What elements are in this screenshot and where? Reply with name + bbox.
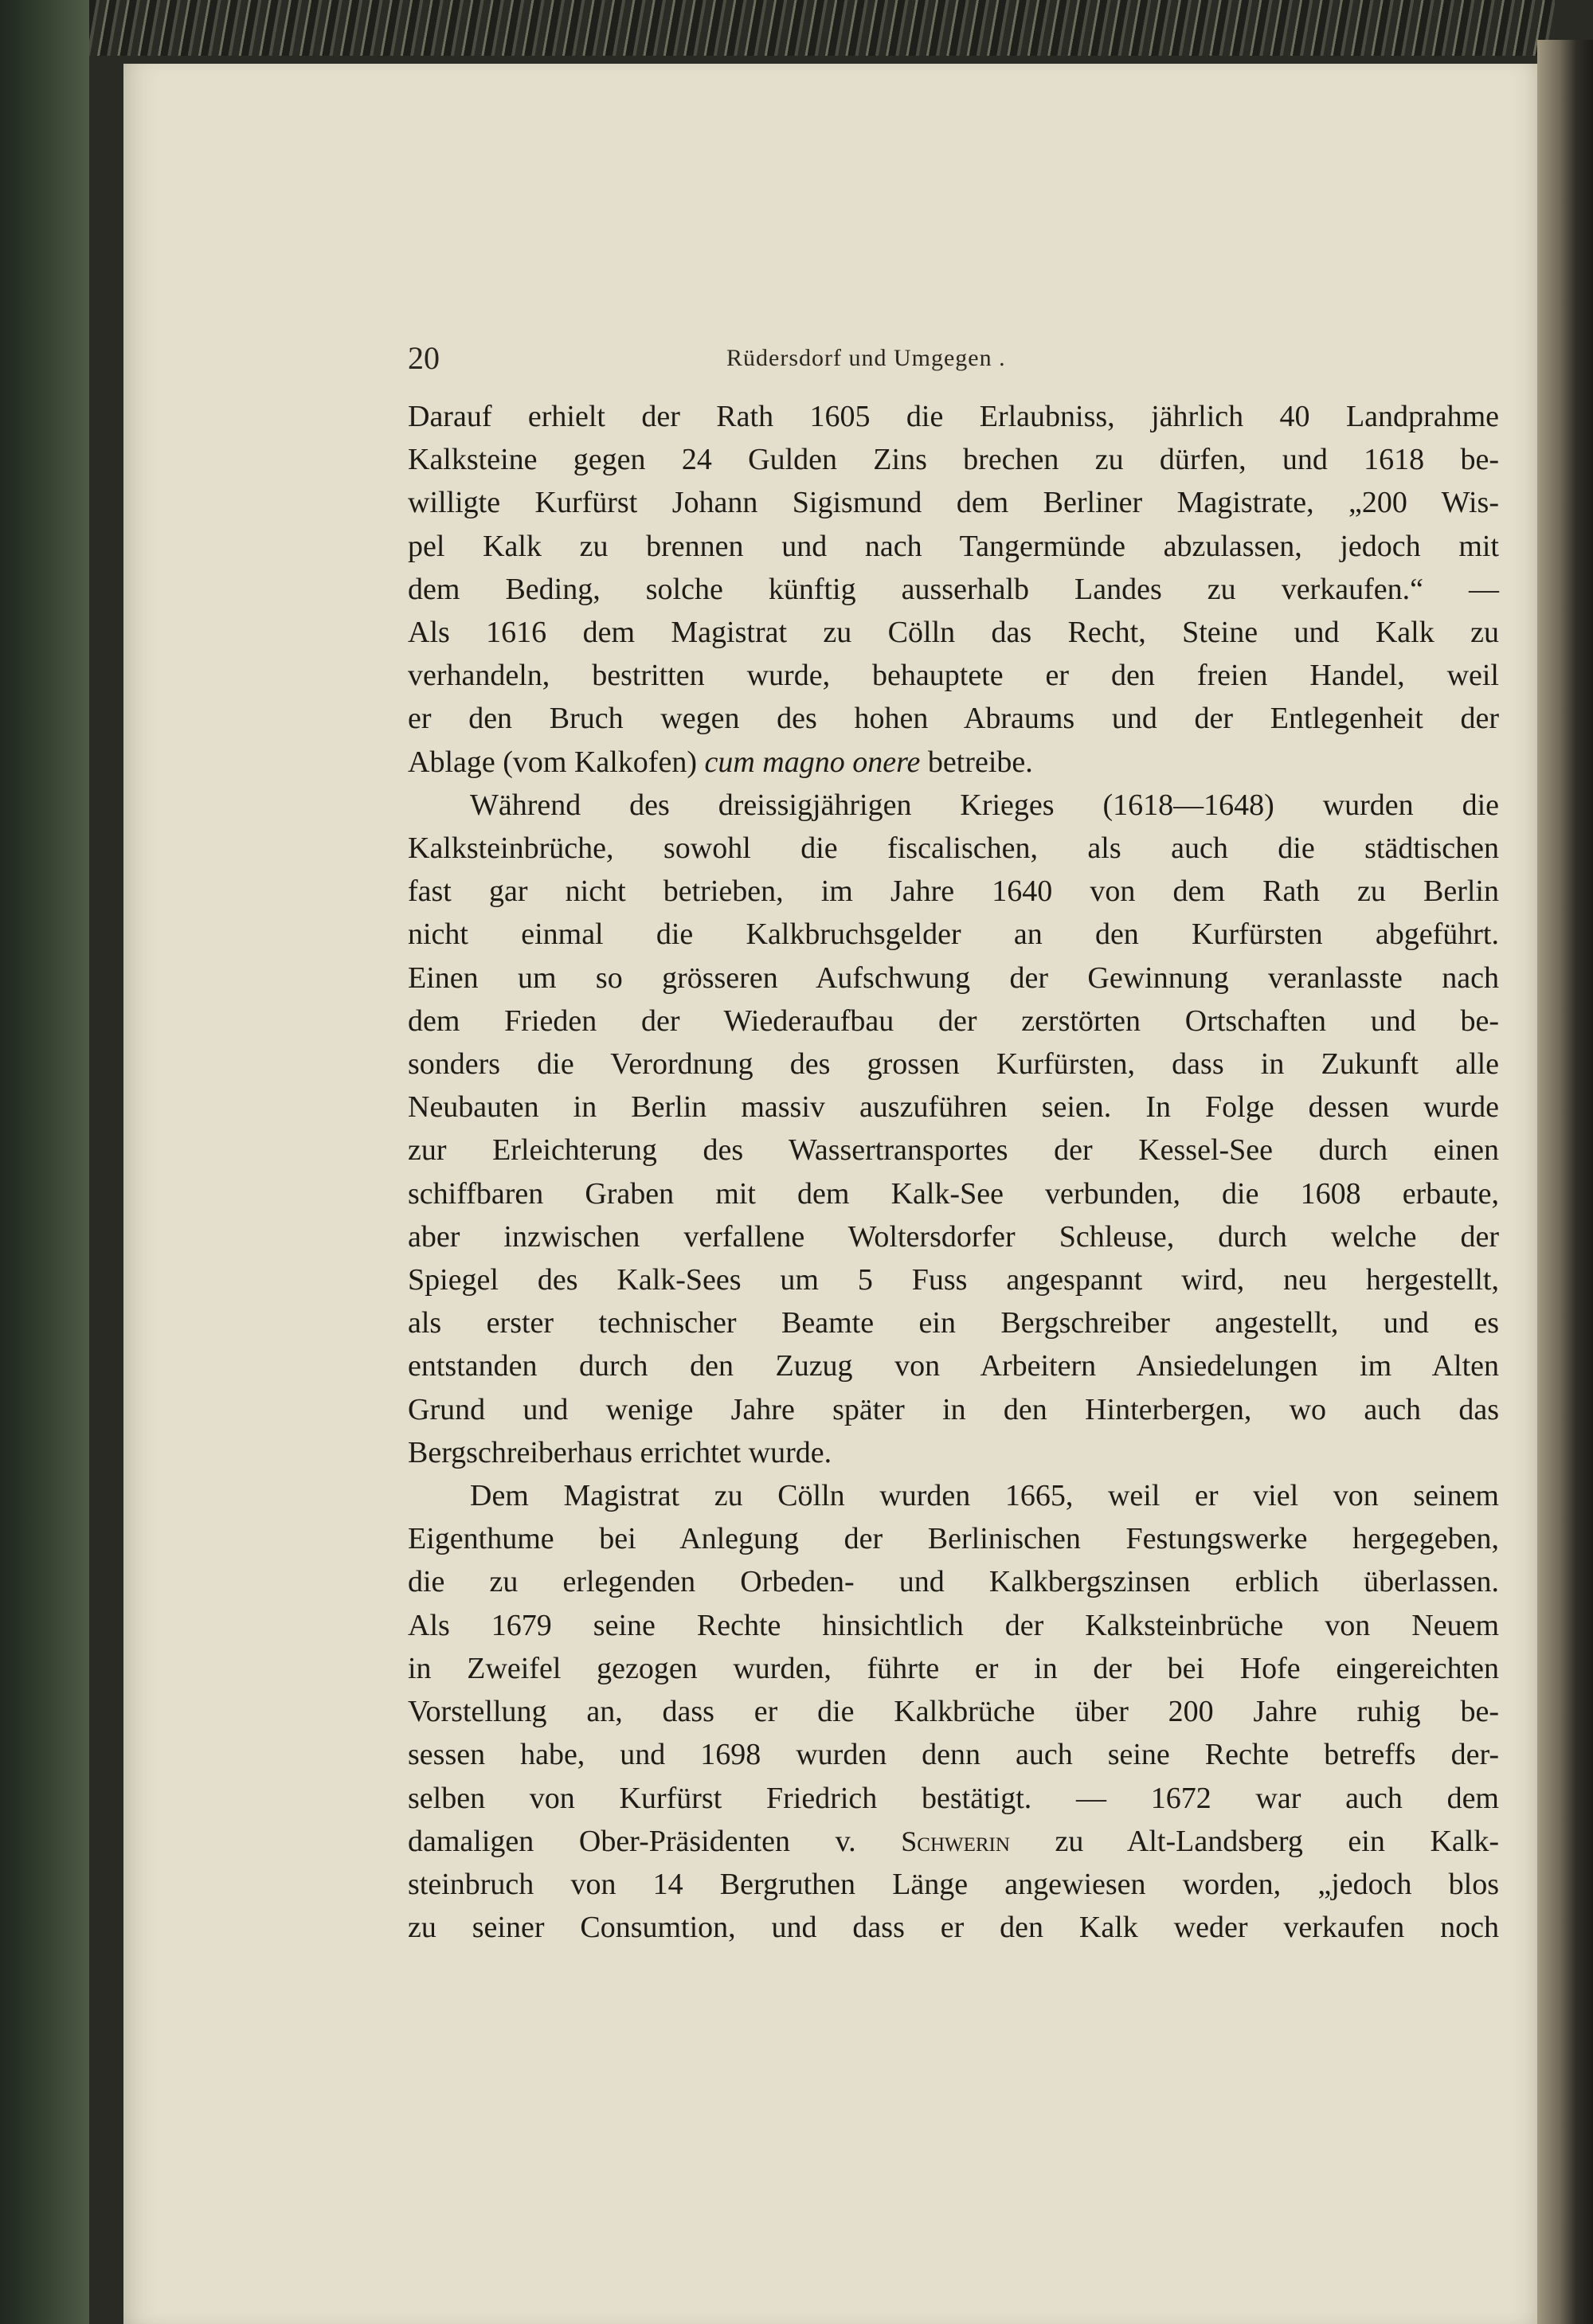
text-run: zu Alt-Landsberg ein Kalk- bbox=[1009, 1824, 1499, 1858]
paragraph-3 bbox=[408, 1474, 1499, 1949]
text-line: Spiegel des Kalk-Sees um 5 Fuss angespannt wird, neu hergestellt, bbox=[408, 1263, 1499, 1297]
latin-phrase: cum magno onere bbox=[704, 745, 921, 779]
book-page bbox=[123, 64, 1537, 2324]
text-line: aber inzwischen verfallene Woltersdorfer Schleuse, durch welche der bbox=[408, 1219, 1499, 1254]
text-line: steinbruch von 14 Bergruthen Länge angewiesen worden, „jedoch blos bbox=[408, 1867, 1499, 1901]
paragraph-2 bbox=[408, 784, 1499, 1474]
text-line: Während des dreissigjährigen Krieges (1618—1648) wurden die bbox=[470, 788, 1499, 822]
text-line: sessen habe, und 1698 wurden denn auch seine Rechte betreffs der- bbox=[408, 1738, 1499, 1772]
text-line: Als 1616 dem Magistrat zu Cölln das Recht, Steine und Kalk zu bbox=[408, 616, 1499, 650]
text-line: dem Frieden der Wiederaufbau der zerstörten Ortschaften und be- bbox=[408, 1004, 1499, 1038]
text-line: entstanden durch den Zuzug von Arbeitern Ansiedelungen im Alten bbox=[408, 1349, 1499, 1383]
text-line: er den Bruch wegen des hohen Abraums und der Entlegenheit der bbox=[408, 702, 1499, 736]
text-line: Neubauten in Berlin massiv auszuführen seien. In Folge dessen wurde bbox=[408, 1090, 1499, 1125]
text-line: Kalksteinbrüche, sowohl die fiscalischen, als auch die städtischen bbox=[408, 831, 1499, 866]
text-line: die zu erlegenden Orbeden- und Kalkbergszinsen erblich überlassen. bbox=[408, 1565, 1499, 1599]
text-line: als erster technischer Beamte ein Bergschreiber angestellt, und es bbox=[408, 1306, 1499, 1340]
text-line: pel Kalk zu brennen und nach Tangermünde abzulassen, jedoch mit bbox=[408, 529, 1499, 563]
text-line: Bergschreiberhaus errichtet wurde. bbox=[408, 1435, 832, 1469]
text-line bbox=[408, 1820, 1499, 1863]
text-line: Dem Magistrat zu Cölln wurden 1665, weil er viel von seinem bbox=[470, 1479, 1499, 1513]
text-line: Als 1679 seine Rechte hinsichtlich der Kalksteinbrüche von Neuem bbox=[408, 1608, 1499, 1642]
paragraph-1 bbox=[408, 395, 1499, 784]
text-line: in Zweifel gezogen wurden, führte er in der bei Hofe eingereichten bbox=[408, 1651, 1499, 1685]
page-header bbox=[408, 327, 1499, 390]
book-cover-top bbox=[89, 0, 1555, 56]
text-line: zur Erleichterung des Wassertransportes der Kessel-See durch einen bbox=[408, 1133, 1499, 1168]
text-line: Eigenthume bei Anlegung der Berlinischen Festungswerke hergegeben, bbox=[408, 1522, 1499, 1556]
text-line: Einen um so grösseren Aufschwung der Gewinnung veranlasste nach bbox=[408, 961, 1499, 995]
text-line: Darauf erhielt der Rath 1605 die Erlaubniss, jährlich 40 Landprahme bbox=[408, 400, 1499, 433]
page-number: 20 bbox=[408, 340, 440, 376]
body-text bbox=[408, 395, 1499, 1949]
text-line: selben von Kurfürst Friedrich bestätigt. — 1672 war auch dem bbox=[408, 1781, 1499, 1815]
text-line: Vorstellung an, dass er die Kalkbrüche über 200 Jahre ruhig be- bbox=[408, 1695, 1499, 1729]
page-content bbox=[408, 327, 1499, 1949]
text-line: Kalksteine gegen 24 Gulden Zins brechen zu dürfen, und 1618 be- bbox=[408, 443, 1499, 477]
text-line: sonders die Verordnung des grossen Kurfürsten, dass in Zukunft alle bbox=[408, 1047, 1499, 1082]
text-line: verhandeln, bestritten wurde, behauptete er den freien Handel, weil bbox=[408, 659, 1499, 693]
text-line: Grund und wenige Jahre später in den Hinterbergen, wo auch das bbox=[408, 1392, 1499, 1426]
text-line bbox=[408, 741, 1499, 784]
book-cover-left bbox=[0, 0, 89, 2324]
text-line: zu seiner Consumtion, und dass er den Kalk weder verkaufen noch bbox=[408, 1911, 1499, 1945]
text-line: fast gar nicht betrieben, im Jahre 1640 von dem Rath zu Berlin bbox=[408, 874, 1499, 909]
text-run: Ablage (vom Kalkofen) bbox=[408, 745, 705, 779]
text-run: damaligen Ober-Präsidenten v. bbox=[408, 1824, 902, 1858]
text-line: willigte Kurfürst Johann Sigismund dem Berliner Magistrate, „200 Wis- bbox=[408, 486, 1499, 520]
person-name: Schwerin bbox=[901, 1825, 1010, 1857]
text-line: dem Beding, solche künftig ausserhalb Landes zu verkaufen.“ — bbox=[408, 572, 1499, 606]
page-edges-right bbox=[1537, 40, 1593, 2324]
text-run: betreibe. bbox=[920, 745, 1033, 779]
running-head: Rüdersdorf und Umgegen . bbox=[726, 345, 1006, 371]
text-line: nicht einmal die Kalkbruchsgelder an den Kurfürsten abgeführt. bbox=[408, 917, 1499, 952]
text-line: schiffbaren Graben mit dem Kalk-See verbunden, die 1608 erbaute, bbox=[408, 1176, 1499, 1211]
